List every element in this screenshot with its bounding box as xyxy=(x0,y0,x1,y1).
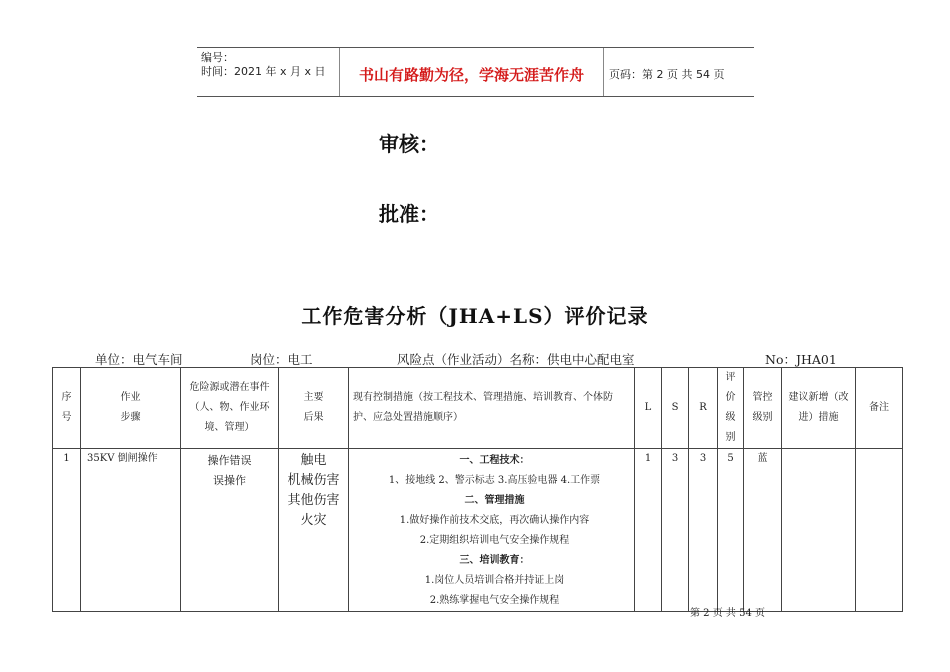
cell-S: 3 xyxy=(662,449,689,612)
header-separator xyxy=(603,48,604,96)
cell-hazard: 操作错误 误操作 xyxy=(181,449,279,612)
header-remark: 备注 xyxy=(856,368,903,449)
cell-level: 5 xyxy=(718,449,744,612)
cell-L: 1 xyxy=(635,449,662,612)
measure-line: 1、接地线 2、警示标志 3.高压验电器 4.工作票 xyxy=(388,475,601,486)
header-page-code: 页码：第 2 页 共 54 页 xyxy=(609,68,725,81)
document-title: 工作危害分析（JHA+LS）评价记录 xyxy=(301,304,649,328)
header-seq: 序 号 xyxy=(53,368,81,449)
cell-suggest xyxy=(782,449,856,612)
measure-line: 1.岗位人员培训合格并持证上岗 xyxy=(424,575,565,586)
meta-record-no: No：JHA01 xyxy=(765,352,837,367)
header-L: L xyxy=(635,368,662,449)
doc-number-label: 编号： xyxy=(201,51,234,64)
table-header-row xyxy=(53,368,903,449)
jha-table xyxy=(52,367,903,612)
cell-control: 蓝 xyxy=(744,449,782,612)
measure-line: 2.熟练掌握电气安全操作规程 xyxy=(429,595,560,606)
header-R: R xyxy=(689,368,718,449)
cell-consequence: 触电 机械伤害 其他伤害 火灾 xyxy=(279,449,349,612)
review-label: 审核： xyxy=(379,132,439,156)
cell-remark xyxy=(856,449,903,612)
measure-line: 三、培训教育： xyxy=(459,555,530,566)
header-suggest: 建议新增（改 进）措施 xyxy=(782,368,856,449)
page-footer: 第 2 页 共 54 页 xyxy=(690,608,765,619)
header-top-rule xyxy=(197,47,754,48)
meta-post: 岗位：电工 xyxy=(250,352,313,367)
header-S: S xyxy=(662,368,689,449)
header-step: 作业 步骤 xyxy=(81,368,181,449)
header-bottom-rule xyxy=(197,96,754,97)
measure-line: 2.定期组织培训电气安全操作规程 xyxy=(419,535,570,546)
meta-risk-point: 风险点（作业活动）名称：供电中心配电室 xyxy=(397,352,635,367)
measure-line: 二、管理措施 xyxy=(464,495,525,506)
meta-unit: 单位：电气车间 xyxy=(95,352,183,367)
cell-step: 35KV 倒闸操作 xyxy=(81,449,181,612)
header-control: 管控 级别 xyxy=(744,368,782,449)
header-consequence: 主要 后果 xyxy=(279,368,349,449)
doc-time-label: 时间：2021 年 x 月 x 日 xyxy=(201,65,326,78)
cell-measures xyxy=(349,449,635,612)
cell-seq: 1 xyxy=(53,449,81,612)
header-separator xyxy=(339,48,340,96)
header-info xyxy=(201,51,326,79)
cell-R: 3 xyxy=(689,449,718,612)
header-level: 评 价 级 别 xyxy=(718,368,744,449)
header-motto: 书山有路勤为径，学海无涯苦作舟 xyxy=(358,66,584,84)
approve-label: 批准： xyxy=(379,202,439,226)
measure-line: 1.做好操作前技术交底，再次确认操作内容 xyxy=(399,515,590,526)
header-measures: 现有控制措施（按工程技术、管理措施、培训教育、个体防 护、应急处置措施顺序） xyxy=(349,368,635,449)
table-row xyxy=(53,449,903,612)
measure-line: 一、工程技术： xyxy=(459,455,530,466)
header-hazard: 危险源或潜在事件 （人、物、作业环 境、管理） xyxy=(181,368,279,449)
